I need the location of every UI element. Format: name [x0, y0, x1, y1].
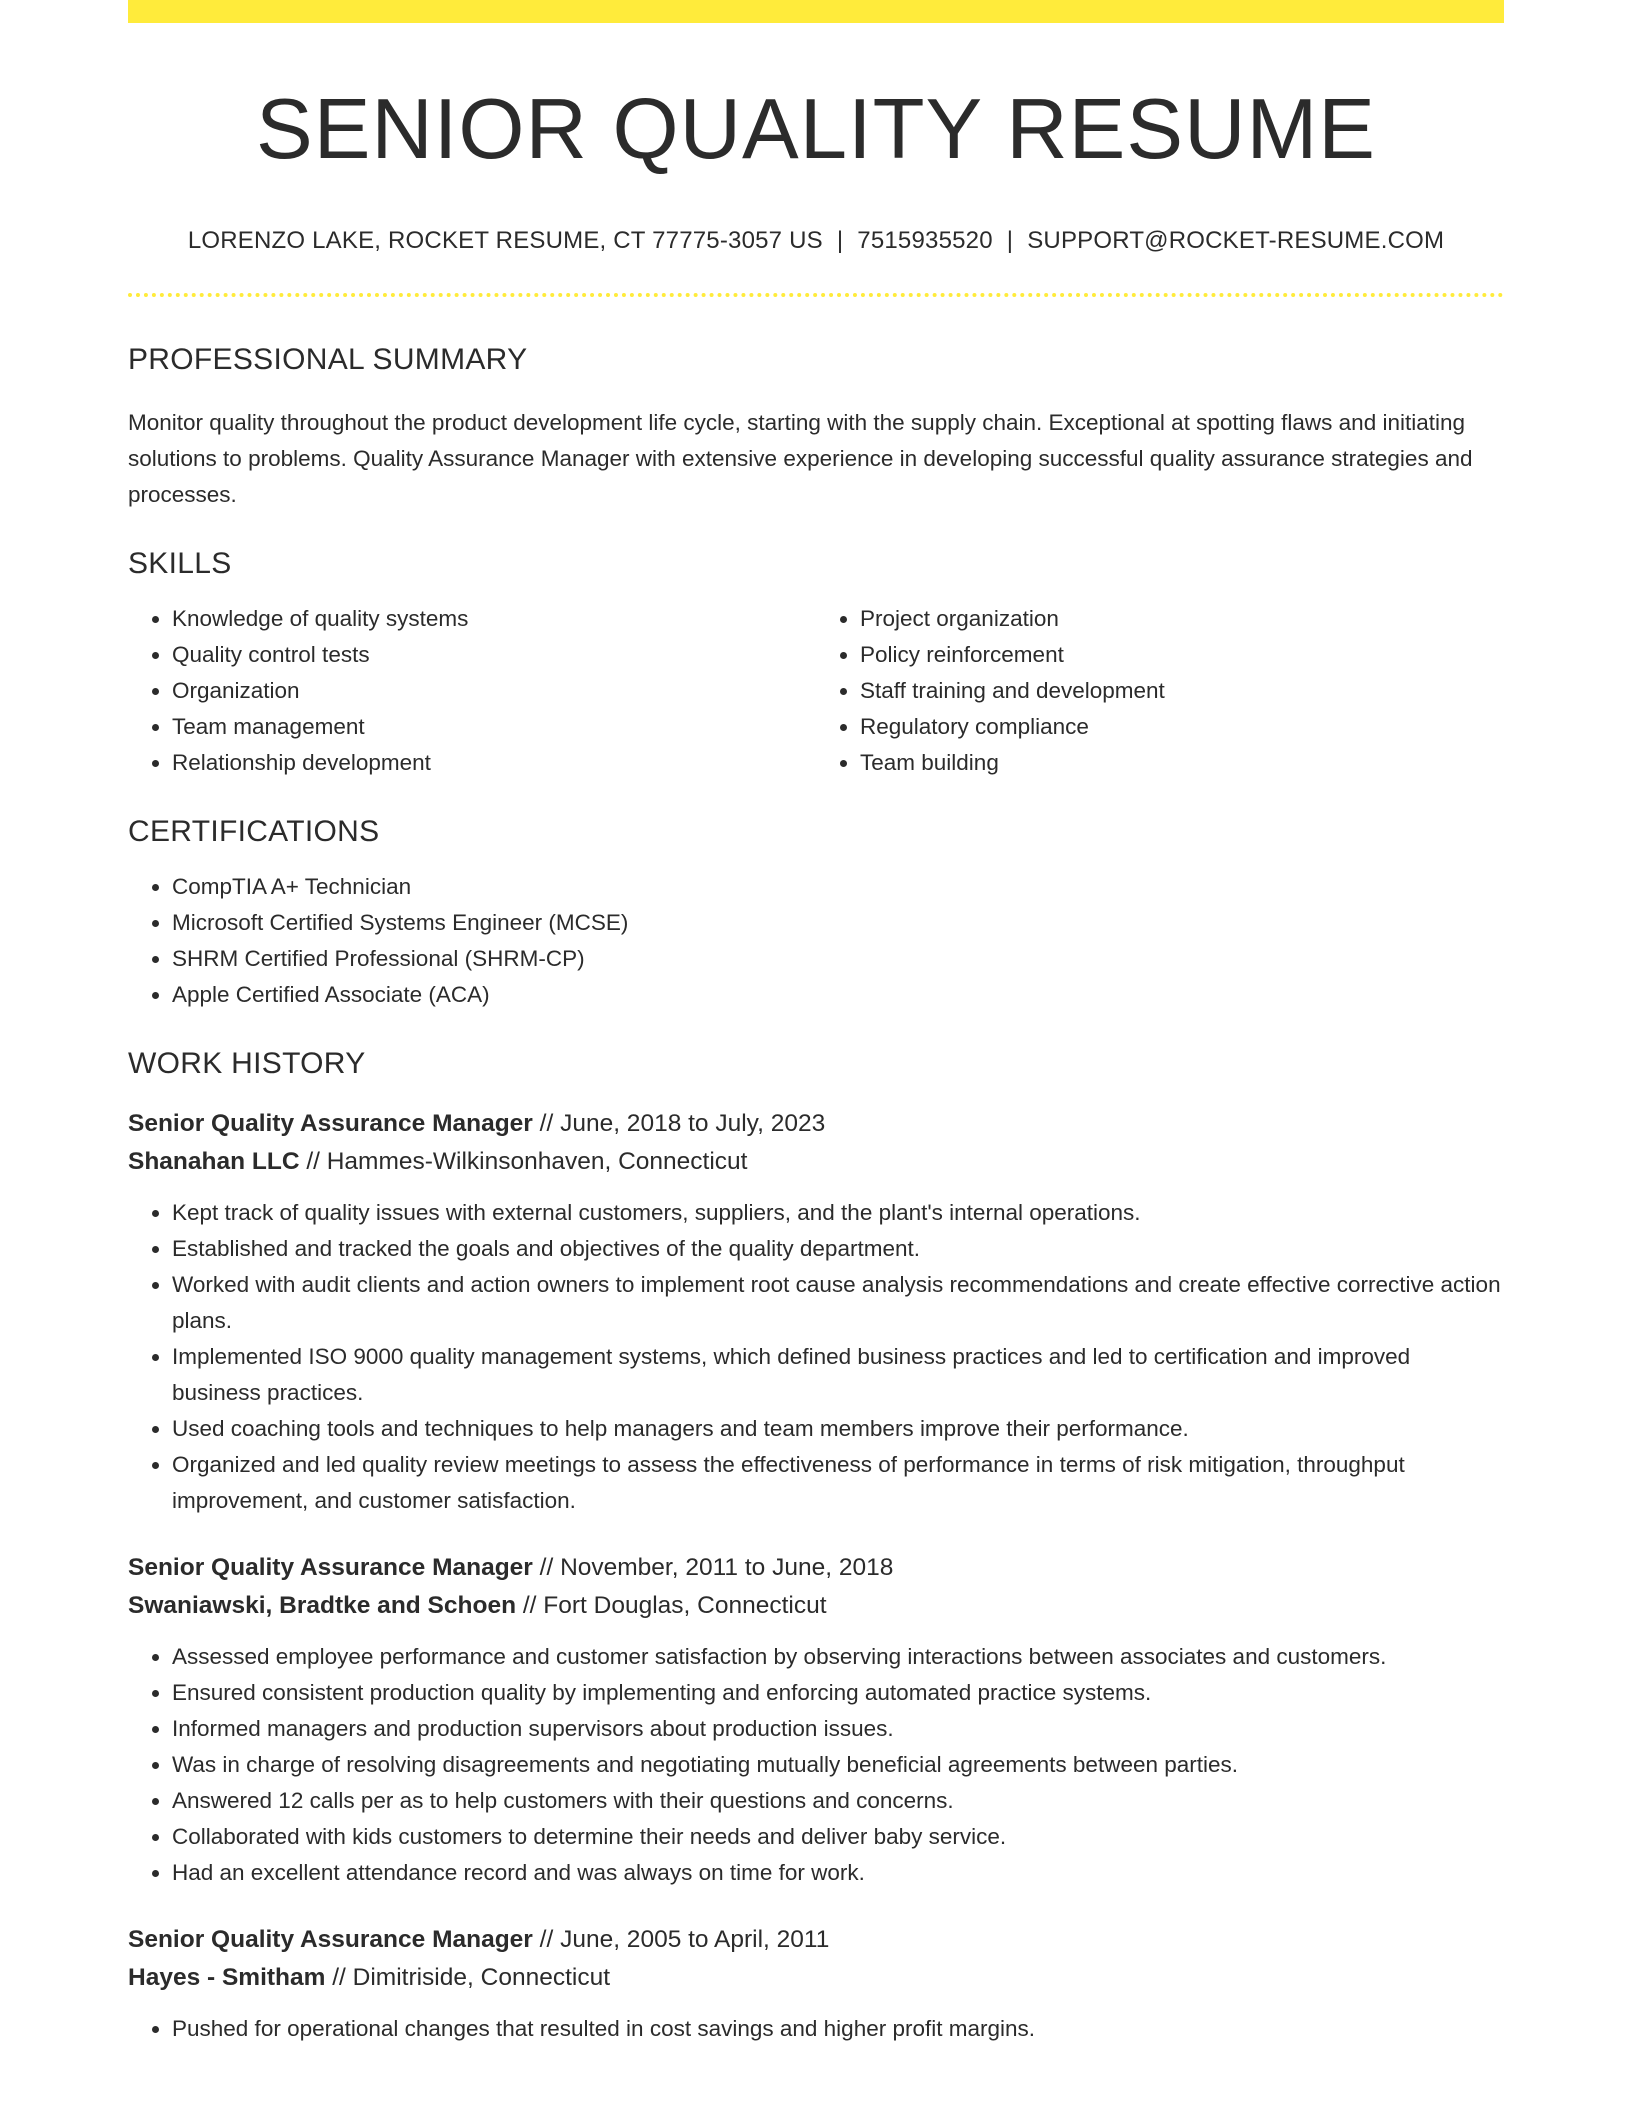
job-dates: // June, 2005 to April, 2011 — [532, 1925, 830, 1953]
job-location: // Fort Douglas, Connecticut — [516, 1591, 827, 1619]
job-company-line — [128, 1587, 1504, 1625]
skill-item: • Quality control tests — [172, 637, 816, 673]
job-bullet: • Established and tracked the goals and objectives of the quality department. — [172, 1231, 1504, 1267]
job-bullet: • Used coaching tools and techniques to help managers and team members improve their performance. — [172, 1411, 1504, 1447]
summary-text: Monitor quality throughout the product development life cycle, starting with the supply chain. Exceptional at spotting flaws and initiating solutions to problems. Quality Assurance Manager with extensive experience in developing successful quality assurance strategies and processes. — [128, 409, 1473, 507]
job-bullet: • Had an excellent attendance record and was always on time for work. — [172, 1855, 1504, 1891]
skills-list-left — [128, 601, 816, 781]
job-title-line — [128, 1105, 1504, 1143]
skill-item: • Regulatory compliance — [860, 709, 1504, 745]
job-company-line — [128, 1143, 1504, 1181]
job-bullet: • Worked with audit clients and action owners to implement root cause analysis recommendations and create effective corrective action plans. — [172, 1267, 1504, 1339]
skill-item: • Team building — [860, 745, 1504, 781]
work-history-section — [128, 1047, 1504, 2047]
job-entry — [128, 1549, 1504, 1891]
job-entry — [128, 1105, 1504, 1519]
summary-section — [128, 343, 1504, 513]
skill-item: • Policy reinforcement — [860, 637, 1504, 673]
job-title-line — [128, 1549, 1504, 1587]
summary-heading: PROFESSIONAL SUMMARY — [128, 342, 528, 376]
skills-heading: SKILLS — [128, 546, 232, 580]
job-location: // Hammes-Wilkinsonhaven, Connecticut — [299, 1147, 748, 1175]
skills-section — [128, 547, 1504, 781]
skills-column-left — [128, 601, 816, 781]
job-entry — [128, 1921, 1504, 2047]
contact-phone: 7515935520 — [857, 226, 993, 254]
contact-separator: | — [1006, 226, 1014, 254]
accent-top-bar — [128, 0, 1504, 23]
job-dates: // June, 2018 to July, 2023 — [532, 1109, 826, 1137]
job-company: Swaniawski, Bradtke and Schoen — [128, 1591, 517, 1619]
certifications-section — [128, 815, 1504, 1013]
job-location: // Dimitriside, Connecticut — [325, 1963, 610, 1991]
job-bullets — [128, 1639, 1504, 1891]
job-title: Senior Quality Assurance Manager — [128, 1109, 533, 1137]
skills-columns — [128, 601, 1504, 781]
job-company: Shanahan LLC — [128, 1147, 300, 1175]
contact-line — [128, 227, 1504, 255]
skills-column-right — [816, 601, 1504, 781]
job-bullet: • Informed managers and production supervisors about production issues. — [172, 1711, 1504, 1747]
job-bullet: • Ensured consistent production quality by implementing and enforcing automated practice systems. — [172, 1675, 1504, 1711]
resume-page — [128, 0, 1504, 2047]
job-title-line — [128, 1921, 1504, 1959]
skill-item: • Project organization — [860, 601, 1504, 637]
certifications-list — [128, 869, 1504, 1013]
skill-item: • Relationship development — [172, 745, 816, 781]
resume-title: SENIOR QUALITY RESUME — [256, 82, 1376, 177]
job-title: Senior Quality Assurance Manager — [128, 1925, 533, 1953]
job-bullets — [128, 1195, 1504, 1519]
skills-list-right — [816, 601, 1504, 781]
job-dates: // November, 2011 to June, 2018 — [532, 1553, 894, 1581]
contact-separator: | — [836, 226, 844, 254]
job-company-line — [128, 1959, 1504, 1997]
work-history-heading: WORK HISTORY — [128, 1046, 366, 1080]
certification-item: • Microsoft Certified Systems Engineer (MCSE) — [172, 905, 1504, 941]
job-title: Senior Quality Assurance Manager — [128, 1553, 533, 1581]
certification-item: • Apple Certified Associate (ACA) — [172, 977, 1504, 1013]
skill-item: • Staff training and development — [860, 673, 1504, 709]
contact-email: SUPPORT@ROCKET-RESUME.COM — [1027, 226, 1445, 254]
job-company: Hayes - Smitham — [128, 1963, 326, 1991]
contact-address: LORENZO LAKE, ROCKET RESUME, CT 77775-3057 US — [187, 226, 823, 254]
job-bullet: • Assessed employee performance and customer satisfaction by observing interactions between associates and customers. — [172, 1639, 1504, 1675]
dotted-divider — [128, 293, 1504, 297]
job-bullet: • Pushed for operational changes that resulted in cost savings and higher profit margins. — [172, 2011, 1504, 2047]
job-bullet: • Organized and led quality review meetings to assess the effectiveness of performance in terms of risk mitigation, throughput improvement, and customer satisfaction. — [172, 1447, 1504, 1519]
job-bullet: • Was in charge of resolving disagreements and negotiating mutually beneficial agreements between parties. — [172, 1747, 1504, 1783]
job-bullet: • Collaborated with kids customers to determine their needs and deliver baby service. — [172, 1819, 1504, 1855]
skill-item: • Knowledge of quality systems — [172, 601, 816, 637]
skill-item: • Organization — [172, 673, 816, 709]
job-bullets — [128, 2011, 1504, 2047]
certifications-heading: CERTIFICATIONS — [128, 814, 380, 848]
job-bullet: • Implemented ISO 9000 quality management systems, which defined business practices and led to certification and improved business practices. — [172, 1339, 1504, 1411]
skill-item: • Team management — [172, 709, 816, 745]
job-bullet: • Kept track of quality issues with external customers, suppliers, and the plant's internal operations. — [172, 1195, 1504, 1231]
job-bullet: • Answered 12 calls per as to help customers with their questions and concerns. — [172, 1783, 1504, 1819]
certification-item: • CompTIA A+ Technician — [172, 869, 1504, 905]
certification-item: • SHRM Certified Professional (SHRM-CP) — [172, 941, 1504, 977]
